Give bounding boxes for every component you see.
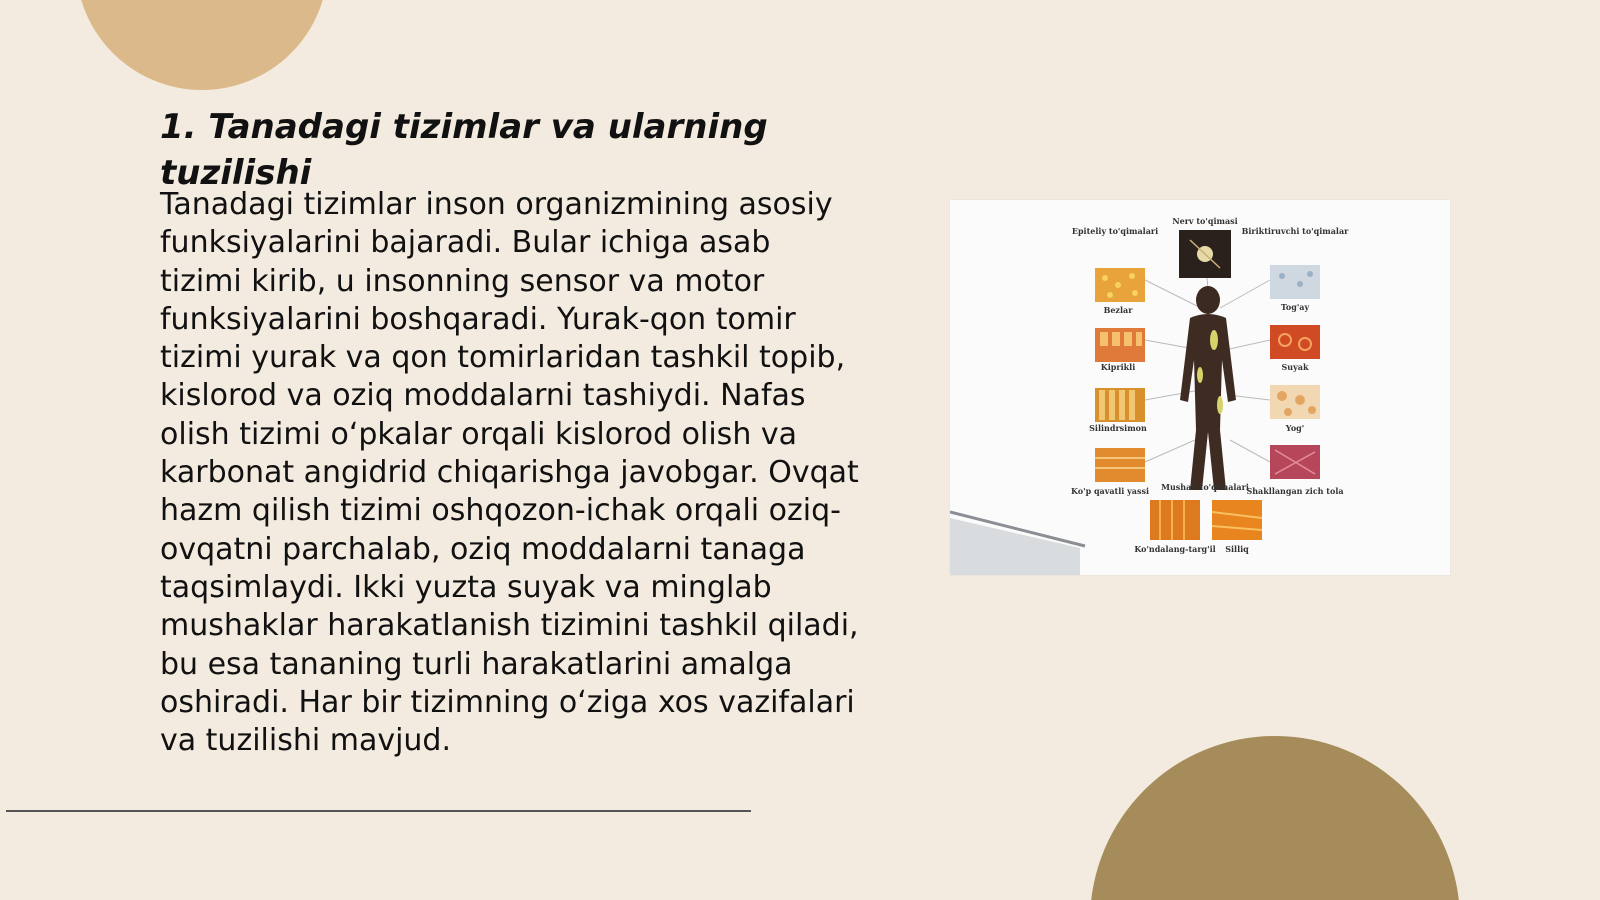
decorative-circle-bottom [1090, 736, 1460, 900]
label-kop-qavatli: Ko'p qavatli yassi [1071, 486, 1149, 496]
label-kondalang: Ko'ndalang-targ'il [1134, 544, 1216, 554]
decorative-circle-top [76, 0, 328, 90]
label-silindrsimon: Silindrsimon [1089, 423, 1147, 433]
label-silliq: Silliq [1225, 544, 1249, 554]
label-togay: Tog'ay [1280, 302, 1310, 312]
slide-body-text: Tanadagi tizimlar inson organizmining asosiy funksiyalarini bajaradi. Bular ichiga asab tizimi kirib, u insonning sensor va motor funksiyalarini boshqaradi. Yurak-qon tomir tizimi yurak va qon tomirlaridan tashkil topib, kislorod va oziq moddalarni tashiydi. Nafas olish tizimi o‘pkalar orqali kislorod olish va karbonat angidrid chiqarishga javobgar. Ovqat hazm qilish tizimi oshqozon-ichak orqali oziq-ovqatni parchalab, oziq moddalarni tanaga taqsimlaydi. Ikki yuzta suyak va minglab mushaklar harakatlanish tizimini tashkil qiladi, bu esa tananing turli harakatlarini amalga oshiradi. Har bir tizimning o‘ziga xos vazifalari va tuzilishi mavjud. [160, 187, 859, 759]
divider-line [6, 810, 751, 812]
label-epithelial: Epiteliy to'qimalari [1071, 226, 1159, 236]
label-nerve: Nerv to'qimasi [1172, 216, 1238, 226]
label-bezlar: Bezlar [1103, 305, 1133, 315]
human-tissues-diagram [950, 200, 1450, 575]
label-suyak: Suyak [1281, 362, 1309, 372]
label-shakllangan: Shakllangan zich tola [1246, 486, 1344, 496]
label-kiprikli: Kiprikli [1100, 362, 1136, 372]
label-yog: Yog' [1285, 423, 1305, 433]
tissues-figure [950, 200, 1450, 575]
slide-title: 1. Tanadagi tizimlar va ularning tuzilishi [160, 107, 768, 193]
label-muscle: Mushak to'qimalari [1161, 482, 1249, 492]
label-connective: Biriktiruvchi to'qimalar [1241, 226, 1349, 236]
